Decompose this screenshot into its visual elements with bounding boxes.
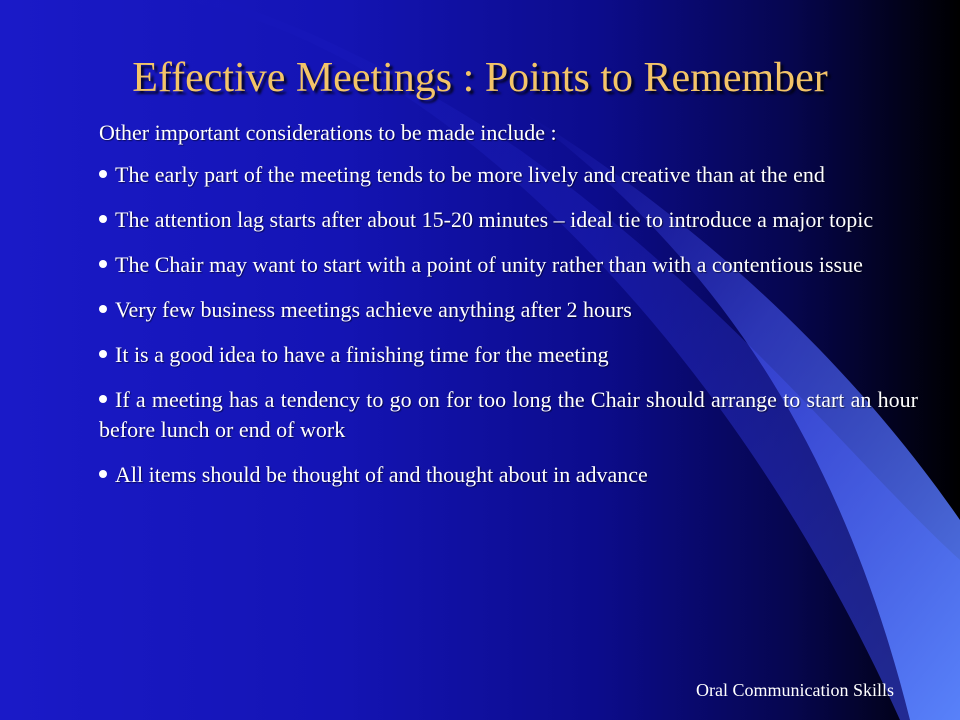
bullet-item <box>99 385 918 445</box>
bullet-dot-icon <box>99 395 107 403</box>
bullet-dot-icon <box>99 215 107 223</box>
bullet-text: If a meeting has a tendency to go on for too long the Chair should arrange to start an hour before lunch or end of work <box>99 387 918 442</box>
bullet-dot-icon <box>99 260 107 268</box>
bullet-item <box>99 460 918 490</box>
bullet-text: The Chair may want to start with a point of unity rather than with a contentious issue <box>115 252 863 277</box>
bullet-dot-icon <box>99 470 107 478</box>
bullet-dot-icon <box>99 305 107 313</box>
bullet-item <box>99 160 918 190</box>
intro-text: Other important considerations to be made include : <box>99 120 557 145</box>
slide-body <box>99 118 918 505</box>
bullet-item <box>99 295 918 325</box>
bullet-item <box>99 340 918 370</box>
bullet-dot-icon <box>99 170 107 178</box>
bullet-dot-icon <box>99 350 107 358</box>
bullet-text: All items should be thought of and thought about in advance <box>115 462 648 487</box>
bullet-text: It is a good idea to have a finishing time for the meeting <box>115 342 609 367</box>
bullet-text: The attention lag starts after about 15-20 minutes – ideal tie to introduce a major topic <box>115 207 874 232</box>
bullet-list <box>99 160 918 490</box>
bullet-text: The early part of the meeting tends to be more lively and creative than at the end <box>115 162 825 187</box>
bullet-item <box>99 250 918 280</box>
bullet-item <box>99 205 918 235</box>
slide-title: Effective Meetings : Points to Remember <box>132 55 828 101</box>
bullet-text: Very few business meetings achieve anything after 2 hours <box>115 297 632 322</box>
slide-footer: Oral Communication Skills <box>696 680 894 700</box>
